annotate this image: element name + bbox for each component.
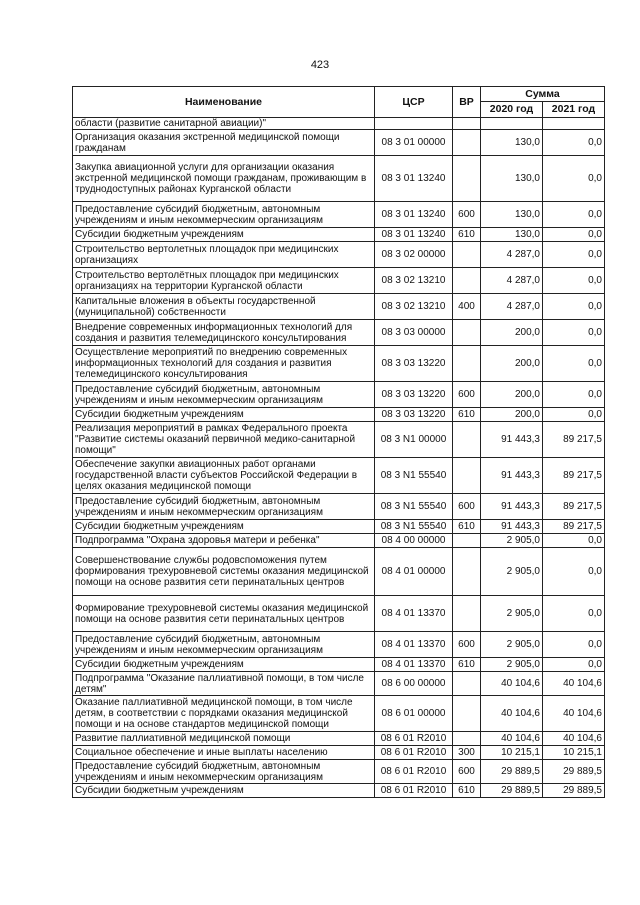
row-value-2020: 130,0: [481, 228, 543, 242]
row-value-2021: 0,0: [543, 346, 605, 382]
row-value-2020: 4 287,0: [481, 242, 543, 268]
table-row: [73, 548, 605, 596]
row-value-2021: 0,0: [543, 632, 605, 658]
row-value-2021: 0,0: [543, 320, 605, 346]
row-vr: 610: [453, 784, 481, 798]
row-name: Субсидии бюджетным учреждениям: [73, 228, 375, 242]
table-row: [73, 520, 605, 534]
row-value-2020: 91 443,3: [481, 520, 543, 534]
row-name: Оказание паллиативной медицинской помощи, в том числе детям, в соответствии с порядками оказания медицинской помощи и на основе стандартов медицинской помощи: [73, 696, 375, 732]
row-vr: 600: [453, 494, 481, 520]
row-value-2020: 130,0: [481, 130, 543, 156]
table-row: [73, 294, 605, 320]
header-sum: Сумма: [481, 87, 605, 102]
table-row: [73, 696, 605, 732]
row-csr: [375, 118, 453, 130]
table-row: [73, 202, 605, 228]
table-row: [73, 242, 605, 268]
row-vr: 600: [453, 632, 481, 658]
row-csr: 08 6 01 R2010: [375, 746, 453, 760]
row-value-2021: 0,0: [543, 658, 605, 672]
row-vr: 610: [453, 228, 481, 242]
table-row: [73, 658, 605, 672]
row-name: Предоставление субсидий бюджетным, автономным учреждениям и иным некоммерческим организациям: [73, 202, 375, 228]
row-value-2021: 40 104,6: [543, 696, 605, 732]
row-vr: [453, 320, 481, 346]
row-name: Предоставление субсидий бюджетным, автономным учреждениям и иным некоммерческим организациям: [73, 382, 375, 408]
row-csr: 08 3 03 00000: [375, 320, 453, 346]
row-csr: 08 3 N1 55540: [375, 520, 453, 534]
row-csr: 08 4 01 00000: [375, 548, 453, 596]
row-csr: 08 3 03 13220: [375, 346, 453, 382]
row-csr: 08 4 01 13370: [375, 658, 453, 672]
row-value-2020: 200,0: [481, 382, 543, 408]
row-vr: 300: [453, 746, 481, 760]
row-name: Строительство вертолётных площадок при медицинских организациях на территории Курганской области: [73, 268, 375, 294]
row-name: Организация оказания экстренной медицинской помощи гражданам: [73, 130, 375, 156]
row-value-2021: 0,0: [543, 294, 605, 320]
row-value-2021: 89 217,5: [543, 422, 605, 458]
table-row: [73, 746, 605, 760]
table-row: [73, 458, 605, 494]
row-name: Реализация мероприятий в рамках Федерального проекта "Развитие системы оказаний первичной медико-санитарной помощи": [73, 422, 375, 458]
row-vr: [453, 548, 481, 596]
row-name: Предоставление субсидий бюджетным, автономным учреждениям и иным некоммерческим организациям: [73, 760, 375, 784]
row-csr: 08 3 N1 55540: [375, 494, 453, 520]
table-row: [73, 382, 605, 408]
table-row: [73, 596, 605, 632]
row-name: Строительство вертолетных площадок при медицинских организациях: [73, 242, 375, 268]
row-name: Социальное обеспечение и иные выплаты населению: [73, 746, 375, 760]
table-row: [73, 422, 605, 458]
row-value-2020: 130,0: [481, 156, 543, 202]
header-vr: ВР: [453, 87, 481, 118]
row-value-2020: 29 889,5: [481, 760, 543, 784]
row-value-2021: 0,0: [543, 130, 605, 156]
table-row: [73, 672, 605, 696]
row-value-2021: 0,0: [543, 548, 605, 596]
row-value-2021: 40 104,6: [543, 732, 605, 746]
page-number: 423: [310, 59, 330, 71]
table-row: [73, 760, 605, 784]
row-name: Капитальные вложения в объекты государственной (муниципальной) собственности: [73, 294, 375, 320]
row-name: Развитие паллиативной медицинской помощи: [73, 732, 375, 746]
row-value-2021: 0,0: [543, 596, 605, 632]
row-vr: 600: [453, 202, 481, 228]
row-name: Осуществление мероприятий по внедрению современных информационных технологий для создания и развития телемедицинского консультирования: [73, 346, 375, 382]
row-value-2021: [543, 118, 605, 130]
row-csr: 08 3 01 13240: [375, 228, 453, 242]
row-value-2020: 2 905,0: [481, 534, 543, 548]
row-value-2021: 0,0: [543, 534, 605, 548]
table-row: [73, 268, 605, 294]
row-value-2020: 4 287,0: [481, 294, 543, 320]
row-csr: 08 6 01 00000: [375, 696, 453, 732]
row-value-2021: 0,0: [543, 242, 605, 268]
row-vr: 610: [453, 408, 481, 422]
table-row: [73, 346, 605, 382]
row-vr: [453, 268, 481, 294]
table-row: [73, 784, 605, 798]
row-csr: 08 3 N1 55540: [375, 458, 453, 494]
row-name: области (развитие санитарной авиации)": [73, 118, 375, 130]
row-value-2021: 0,0: [543, 268, 605, 294]
row-vr: [453, 696, 481, 732]
table-row: [73, 228, 605, 242]
row-csr: 08 6 01 R2010: [375, 760, 453, 784]
row-value-2020: 130,0: [481, 202, 543, 228]
table-row: [73, 632, 605, 658]
table-row: [73, 156, 605, 202]
row-name: Предоставление субсидий бюджетным, автономным учреждениям и иным некоммерческим организациям: [73, 632, 375, 658]
header-name: Наименование: [73, 87, 375, 118]
row-name: Подпрограмма "Оказание паллиативной помощи, в том числе детям": [73, 672, 375, 696]
row-value-2020: 200,0: [481, 346, 543, 382]
row-name: Предоставление субсидий бюджетным, автономным учреждениям и иным некоммерческим организациям: [73, 494, 375, 520]
row-csr: 08 3 02 13210: [375, 268, 453, 294]
row-value-2021: 0,0: [543, 202, 605, 228]
row-vr: [453, 156, 481, 202]
row-vr: 600: [453, 382, 481, 408]
row-vr: [453, 118, 481, 130]
row-vr: 610: [453, 520, 481, 534]
row-value-2021: 89 217,5: [543, 494, 605, 520]
row-csr: 08 3 02 13210: [375, 294, 453, 320]
table-header: [73, 87, 605, 118]
row-csr: 08 3 01 00000: [375, 130, 453, 156]
row-value-2021: 0,0: [543, 156, 605, 202]
row-name: Обеспечение закупки авиационных работ органами государственной власти субъектов Российской Федерации в целях оказания медицинской помощи: [73, 458, 375, 494]
row-vr: [453, 732, 481, 746]
row-vr: [453, 672, 481, 696]
row-vr: [453, 346, 481, 382]
row-csr: 08 3 N1 00000: [375, 422, 453, 458]
budget-table: [72, 86, 605, 798]
row-vr: 400: [453, 294, 481, 320]
row-value-2021: 0,0: [543, 382, 605, 408]
row-value-2021: 0,0: [543, 408, 605, 422]
row-csr: 08 3 01 13240: [375, 156, 453, 202]
header-csr: ЦСР: [375, 87, 453, 118]
row-name: Совершенствование службы родовспоможения путем формирования трехуровневой системы оказания медицинской помощи на основе развития сети перинатальных центров: [73, 548, 375, 596]
table-row: [73, 130, 605, 156]
row-value-2020: 4 287,0: [481, 268, 543, 294]
row-vr: [453, 422, 481, 458]
header-year-2020: 2020 год: [481, 102, 543, 118]
row-csr: 08 3 01 13240: [375, 202, 453, 228]
row-csr: 08 3 03 13220: [375, 382, 453, 408]
row-csr: 08 4 01 13370: [375, 596, 453, 632]
row-value-2021: 89 217,5: [543, 520, 605, 534]
row-vr: [453, 596, 481, 632]
row-value-2020: 2 905,0: [481, 632, 543, 658]
row-name: Субсидии бюджетным учреждениям: [73, 408, 375, 422]
row-value-2020: 91 443,3: [481, 458, 543, 494]
row-name: Подпрограмма "Охрана здоровья матери и ребенка": [73, 534, 375, 548]
row-value-2020: 200,0: [481, 320, 543, 346]
row-name: Формирование трехуровневой системы оказания медицинской помощи на основе развития сети перинатальных центров: [73, 596, 375, 632]
table-row: [73, 494, 605, 520]
header-year-2021: 2021 год: [543, 102, 605, 118]
row-value-2020: 40 104,6: [481, 732, 543, 746]
row-value-2021: 29 889,5: [543, 760, 605, 784]
row-value-2020: 40 104,6: [481, 672, 543, 696]
row-csr: 08 6 01 R2010: [375, 732, 453, 746]
row-value-2020: 91 443,3: [481, 494, 543, 520]
row-name: Субсидии бюджетным учреждениям: [73, 784, 375, 798]
table-row: [73, 534, 605, 548]
row-value-2021: 0,0: [543, 228, 605, 242]
row-value-2020: [481, 118, 543, 130]
row-value-2020: 2 905,0: [481, 596, 543, 632]
row-vr: 600: [453, 760, 481, 784]
table-row: [73, 732, 605, 746]
row-csr: 08 6 01 R2010: [375, 784, 453, 798]
row-value-2020: 29 889,5: [481, 784, 543, 798]
row-csr: 08 6 00 00000: [375, 672, 453, 696]
row-value-2020: 40 104,6: [481, 696, 543, 732]
row-value-2021: 89 217,5: [543, 458, 605, 494]
row-value-2021: 40 104,6: [543, 672, 605, 696]
table-row: [73, 118, 605, 130]
row-value-2020: 10 215,1: [481, 746, 543, 760]
row-vr: [453, 534, 481, 548]
row-value-2020: 91 443,3: [481, 422, 543, 458]
row-vr: 610: [453, 658, 481, 672]
row-name: Субсидии бюджетным учреждениям: [73, 658, 375, 672]
row-csr: 08 4 00 00000: [375, 534, 453, 548]
row-value-2020: 200,0: [481, 408, 543, 422]
row-value-2020: 2 905,0: [481, 658, 543, 672]
row-value-2021: 10 215,1: [543, 746, 605, 760]
row-name: Закупка авиационной услуги для организации оказания экстренной медицинской помощи гражданам, проживающим в труднодоступных районах Курганской области: [73, 156, 375, 202]
row-value-2021: 29 889,5: [543, 784, 605, 798]
row-value-2020: 2 905,0: [481, 548, 543, 596]
row-csr: 08 3 02 00000: [375, 242, 453, 268]
row-vr: [453, 458, 481, 494]
table-row: [73, 320, 605, 346]
row-vr: [453, 242, 481, 268]
row-csr: 08 4 01 13370: [375, 632, 453, 658]
row-vr: [453, 130, 481, 156]
row-name: Субсидии бюджетным учреждениям: [73, 520, 375, 534]
row-name: Внедрение современных информационных технологий для создания и развития телемедицинского консультирования: [73, 320, 375, 346]
row-csr: 08 3 03 13220: [375, 408, 453, 422]
table-body: [73, 118, 605, 798]
table-row: [73, 408, 605, 422]
